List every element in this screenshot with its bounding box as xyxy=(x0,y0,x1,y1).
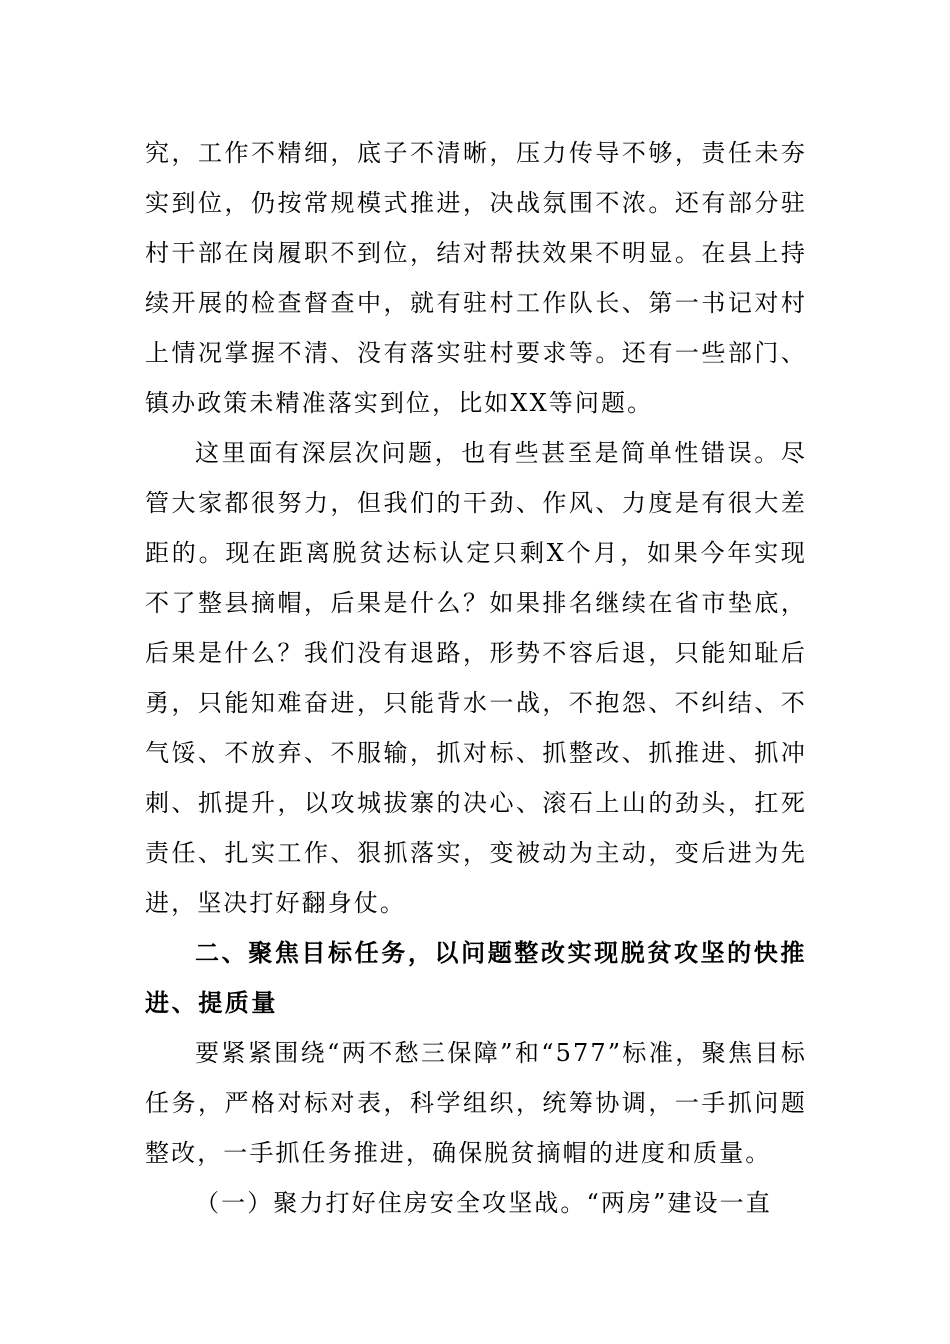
paragraph-continuation: 究，工作不精细，底子不清晰，压力传导不够，责任未夯实到位，仍按常规模式推进，决战氛围不浓。还有部分驻村干部在岗履职不到位，结对帮扶效果不明显。在县上持续开展的检查督查中，就有驻村工作队长、第一书记对村上情况掌握不清、没有落实驻村要求等。还有一些部门、镇办政策未精准落实到位，比如XX等问题。 xyxy=(145,139,807,417)
paragraph-targets: 要紧紧围绕“两不愁三保障”和“577”标准，聚焦目标任务，严格对标对表，科学组织，统筹协调，一手抓问题整改，一手抓任务推进，确保脱贫摘帽的进度和质量。 xyxy=(145,1039,807,1167)
paragraph-deep-problems: 这里面有深层次问题，也有些甚至是简单性错误。尽管大家都很努力，但我们的干劲、作风、力度是有很大差距的。现在距离脱贫达标认定只剩X个月，如果今年实现不了整县摘帽，后果是什么？如果排名继续在省市垫底，后果是什么？我们没有退路，形势不容后退，只能知耻后勇，只能知难奋进，只能背水一战，不抱怨、不纠结、不气馁、不放弃、不服输，抓对标、抓整改、抓推进、抓冲刺、抓提升，以攻城拔寨的决心、滚石上山的劲头，扛死责任、扎实工作、狠抓落实，变被动为主动，变后进为先进，坚决打好翻身仗。 xyxy=(145,439,807,917)
document-body xyxy=(145,128,807,1228)
section-heading-two: 二、聚焦目标任务，以问题整改实现脱贫攻坚的快推进、提质量 xyxy=(145,938,807,1017)
paragraph-housing-safety: （一）聚力打好住房安全攻坚战。“两房”建设一直 xyxy=(195,1189,772,1217)
